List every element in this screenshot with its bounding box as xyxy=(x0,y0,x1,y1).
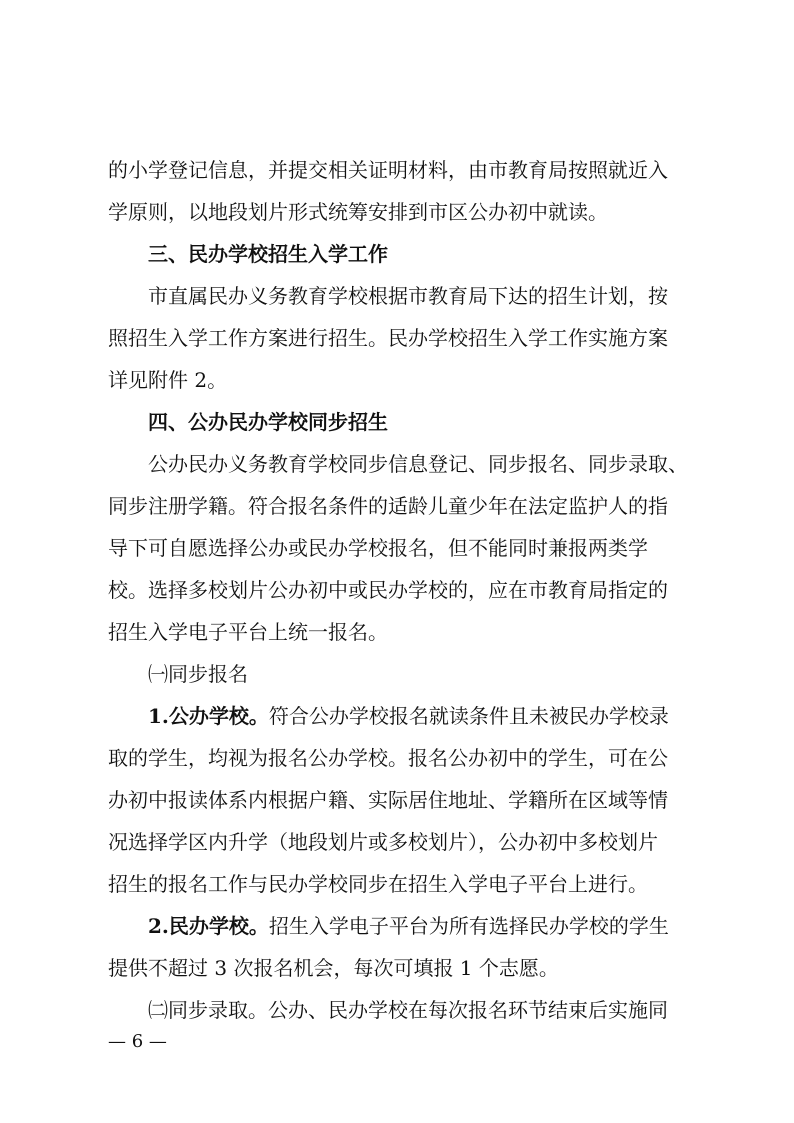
paragraph-line xyxy=(148,912,698,940)
paragraph-line: 市直属民办义务教育学校根据市教育局下达的招生计划，按 xyxy=(148,284,668,308)
subsection-heading-2: ㈡同步录取。公办、民办学校在每次报名环节结束后实施同 xyxy=(148,998,668,1022)
paragraph-line: 的小学登记信息，并提交相关证明材料，由市教育局按照就近入 xyxy=(108,158,668,182)
item-title-public: 1.公办学校。 xyxy=(148,704,269,728)
paragraph-line: 办初中报读体系内根据户籍、实际居住地址、学籍所在区域等情 xyxy=(108,788,668,812)
paragraph-line: 公办民办义务教育学校同步信息登记、同步报名、同步录取、 xyxy=(148,452,688,476)
paragraph-line: 提供不超过 3 次报名机会，每次可填报 1 个志愿。 xyxy=(108,956,559,980)
paragraph-line: 同步注册学籍。符合报名条件的适龄儿童少年在法定监护人的指 xyxy=(108,494,668,518)
item-text: 招生入学电子平台为所有选择民办学校的学生 xyxy=(268,914,669,938)
paragraph-line: 校。选择多校划片公办初中或民办学校的，应在市教育局指定的 xyxy=(108,578,668,602)
paragraph-line: 招生的报名工作与民办学校同步在招生入学电子平台上进行。 xyxy=(108,872,648,896)
paragraph-line: 况选择学区内升学（地段划片或多校划片），公办初中多校划片 xyxy=(108,830,658,854)
page-number: — 6 — xyxy=(108,1031,167,1052)
section-heading-3: 三、民办学校招生入学工作 xyxy=(148,242,388,266)
paragraph-line: 招生入学电子平台上统一报名。 xyxy=(108,620,388,644)
paragraph-line xyxy=(148,702,698,730)
paragraph-line: 详见附件 2。 xyxy=(108,368,228,392)
paragraph-line: 导下可自愿选择公办或民办学校报名，但不能同时兼报两类学 xyxy=(108,536,648,560)
subsection-heading-1: ㈠同步报名 xyxy=(148,662,248,686)
section-heading-4: 四、公办民办学校同步招生 xyxy=(148,410,388,434)
item-text: 符合公办学校报名就读条件且未被民办学校录 xyxy=(268,704,669,728)
paragraph-line: 学原则，以地段划片形式统筹安排到市区公办初中就读。 xyxy=(108,200,608,224)
paragraph-line: 取的学生，均视为报名公办学校。报名公办初中的学生，可在公 xyxy=(108,746,668,770)
item-title-private: 2.民办学校。 xyxy=(148,914,269,938)
paragraph-line: 照招生入学工作方案进行招生。民办学校招生入学工作实施方案 xyxy=(108,326,668,350)
